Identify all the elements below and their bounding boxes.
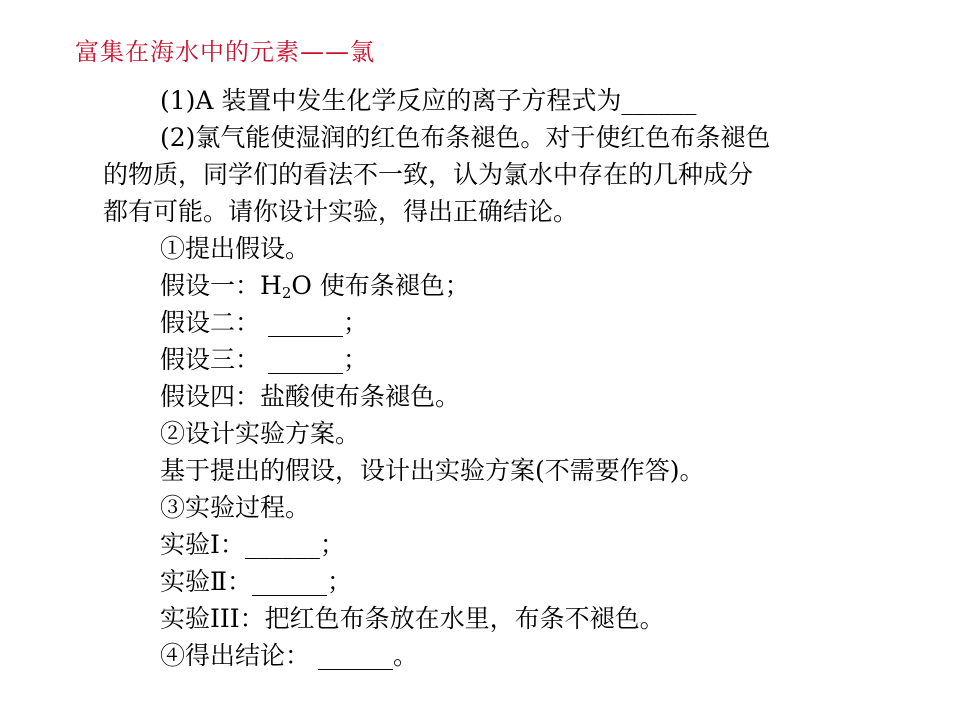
- hypothesis-1-suffix: O 使布条褪色；: [291, 271, 470, 300]
- question-part-1: (1)A 装置中发生化学反应的离子方程式为______: [160, 86, 697, 115]
- hypothesis-1-prefix: 假设一：H: [160, 271, 282, 300]
- experiment-1: 实验Ⅰ：______；: [160, 530, 345, 559]
- experiment-3: 实验III：把红色布条放在水里，布条不褪色。: [160, 604, 665, 633]
- step-1-heading: ①提出假设。: [160, 234, 311, 263]
- hypothesis-4: 假设四：盐酸使布条褪色。: [160, 382, 461, 411]
- step-3-heading: ③实验过程。: [160, 493, 311, 522]
- hypothesis-2: 假设二： ______；: [160, 308, 368, 337]
- question-part-2-line-1: (2)氯气能使湿润的红色布条褪色。对于使红色布条褪色: [160, 123, 771, 152]
- question-part-2-line-3: 都有可能。请你设计实验，得出正确结论。: [103, 197, 579, 226]
- slide-title: 富集在海水中的元素——氯: [75, 38, 375, 66]
- experiment-2: 实验Ⅱ：______；: [160, 567, 352, 596]
- step-2-heading: ②设计实验方案。: [160, 419, 361, 448]
- step-4-conclusion: ④得出结论： ______。: [160, 641, 418, 670]
- hypothesis-3: 假设三： ______；: [160, 345, 368, 374]
- hypothesis-1-subscript: 2: [281, 284, 292, 302]
- design-text: 基于提出的假设，设计出实验方案(不需要作答)。: [160, 456, 705, 485]
- hypothesis-1: [160, 271, 470, 301]
- question-part-2-line-2: 的物质，同学们的看法不一致，认为氯水中存在的几种成分: [103, 160, 754, 189]
